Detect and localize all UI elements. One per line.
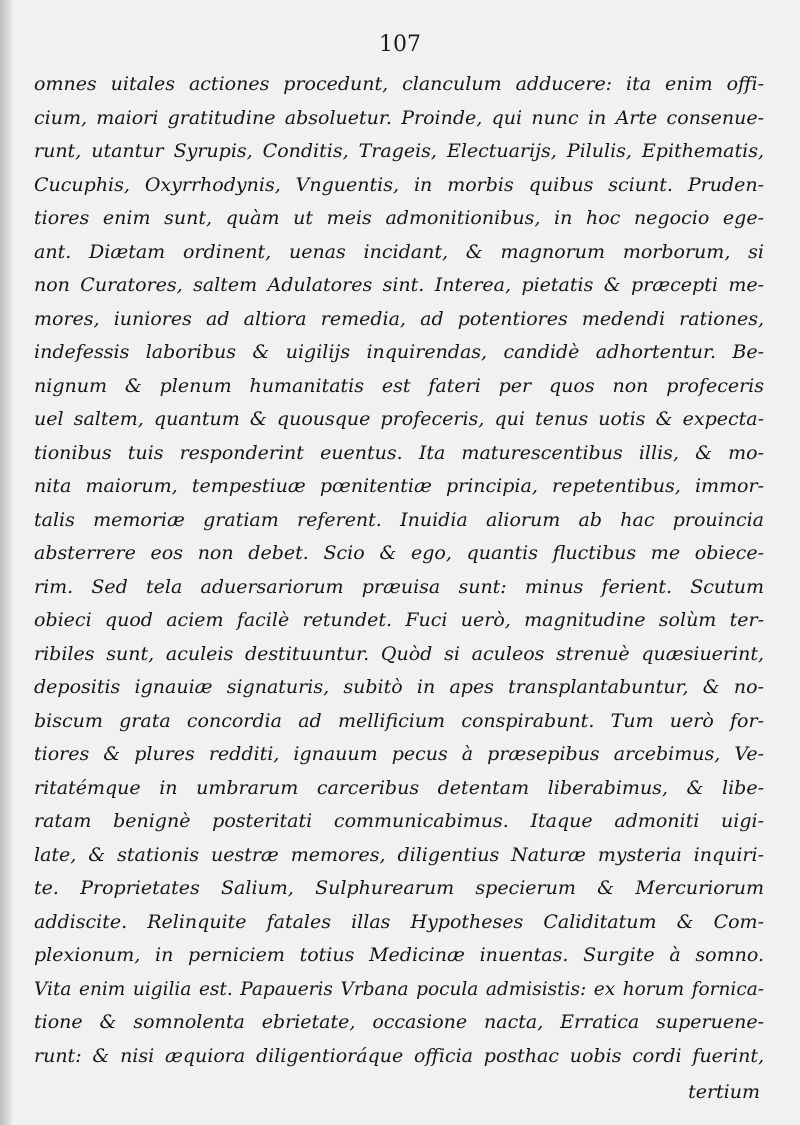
- text-line: Vita enim uigilia est. Papaueris Vrbana pocula admisistis: ex horum fornica-: [34, 978, 764, 1000]
- text-line: uel saltem, quantum & quousque profeceris, qui tenus uotis & expecta-: [34, 408, 764, 430]
- text-line: depositis ignauiæ signaturis, subitò in apes transplantabuntur, & no-: [34, 676, 764, 698]
- catchword: tertium: [688, 1081, 760, 1103]
- text-line: plexionum, in perniciem totius Medicinæ inuentas. Surgite à somno.: [34, 944, 764, 966]
- text-line: biscum grata concordia ad mellificium conspirabunt. Tum uerò for-: [34, 709, 764, 732]
- page-number: 107: [379, 32, 421, 57]
- text-line: talis memoriæ gratiam referent. Inuidia aliorum ab hac prouincia: [34, 508, 764, 531]
- text-line: ratam benignè posteritati communicabimus. Itaque admoniti uigi-: [34, 810, 764, 832]
- text-line: absterrere eos non debet. Scio & ego, quantis fluctibus me obiece-: [34, 542, 764, 564]
- text-line: indefessis laboribus & uigilijs inquirendas, candidè adhortentur. Be-: [34, 341, 764, 363]
- text-line: obieci quod aciem facilè retundet. Fuci uerò, magnitudine solùm ter-: [34, 609, 764, 631]
- text-line: nignum & plenum humanitatis est fateri per quos non profeceris: [34, 374, 764, 397]
- text-line: ribiles sunt, aculeis destituuntur. Quòd si aculeos strenuè quæsiuerint,: [34, 642, 764, 665]
- text-line: omnes uitales actiones procedunt, clanculum adducere: ita enim offi-: [34, 73, 764, 95]
- text-line: cium, maiori gratitudine absoluetur. Proinde, qui nunc in Arte consenue-: [34, 106, 764, 129]
- text-line: nita maiorum, tempestiuæ pœnitentiæ principia, repetentibus, immor-: [34, 475, 764, 497]
- text-line: ant. Diætam ordinent, uenas incidant, & magnorum morborum, si: [34, 240, 764, 263]
- text-line: non Curatores, saltem Adulatores sint. Interea, pietatis & præcepti me-: [34, 274, 764, 296]
- text-line: runt: & nisi æquiora diligentioráque officia posthac uobis cordi fuerint,: [34, 1044, 764, 1067]
- text-line: rim. Sed tela aduersariorum præuisa sunt: minus ferient. Scutum: [34, 575, 764, 598]
- gutter-shadow: [0, 0, 14, 1125]
- text-line: ritatémque in umbrarum carceribus detentam liberabimus, & libe-: [34, 776, 764, 799]
- text-line: Cucuphis, Oxyrrhodynis, Vnguentis, in morbis quibus sciunt. Pruden-: [34, 173, 764, 196]
- text-line: te. Proprietates Salium, Sulphurearum specierum & Mercuriorum: [34, 877, 764, 899]
- text-line: tionibus tuis responderint euentus. Ita maturescentibus illis, & mo-: [34, 441, 764, 464]
- text-line: tiores & plures redditi, ignauum pecus à præsepibus arcebimus, Ve-: [34, 743, 764, 765]
- text-line: tione & somnolenta ebrietate, occasione nacta, Erratica superuene-: [34, 1011, 764, 1033]
- text-line: tiores enim sunt, quàm ut meis admonitionibus, in hoc negocio ege-: [34, 207, 764, 229]
- body-text: [34, 68, 764, 1073]
- text-line: mores, iuniores ad altiora remedia, ad potentiores medendi rationes,: [34, 307, 764, 330]
- text-line: runt, utantur Syrupis, Conditis, Trageis, Electuarijs, Pilulis, Epithematis,: [34, 140, 764, 162]
- text-line: addiscite. Relinquite fatales illas Hypotheses Caliditatum & Com-: [34, 910, 764, 933]
- text-line: late, & stationis uestræ memores, diligentius Naturæ mysteria inquiri-: [34, 843, 764, 866]
